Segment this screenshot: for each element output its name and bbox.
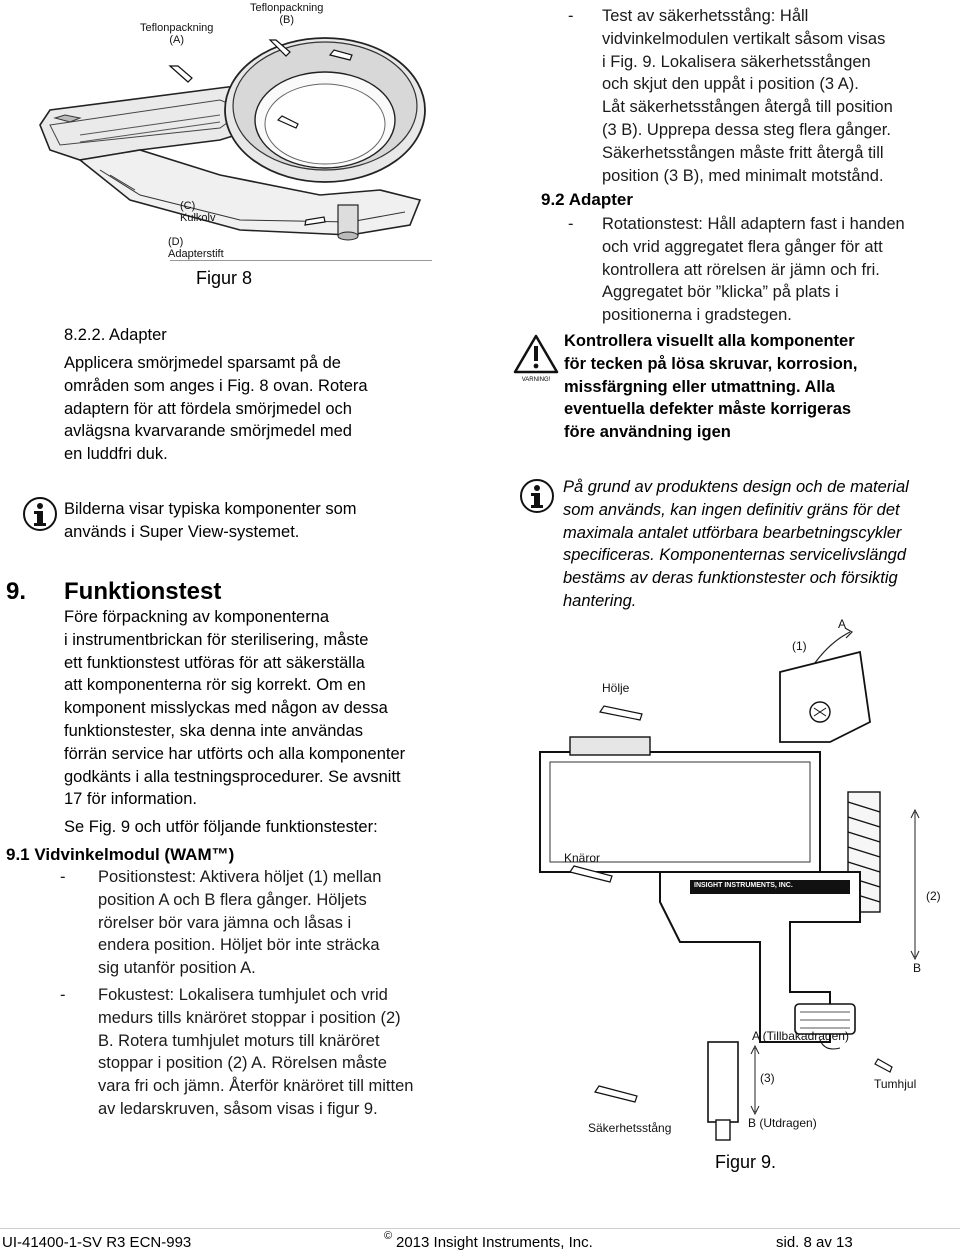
footer-doc-id: UI-41400-1-SV R3 ECN-993 — [2, 1234, 192, 1251]
label-teflon-a: Teflonpackning (A) — [140, 22, 214, 46]
warning-text: Kontrollera visuellt alla komponenter för tecken på lösa skruvar, korrosion, missfärgning eller utmattning. Alla eventuella defekter måste korrigeras före användning igen — [564, 332, 858, 442]
figure-9 — [530, 612, 950, 1142]
label-2: (2) — [926, 889, 941, 903]
section-9-body: Före förpackning av komponenterna i instrumentbrickan för sterilisering, måste ett funktionstest utföras för att säkerställa att komponenterna rör sig korrekt. Om en komponent misslyckas med någon av dessa funktionstester, ska denna inte användas förrän service har utförts och alla komponenter godkänts i alla testningsprocedurer. Se avsnitt 17 för information. — [64, 608, 406, 809]
label-brand: INSIGHT INSTRUMENTS, INC. — [694, 882, 793, 889]
figure-8 — [20, 0, 440, 262]
warning-icon-label: VARNING! — [521, 377, 551, 383]
label-knaror: Knäror — [564, 851, 601, 865]
label-tumhjul: Tumhjul — [874, 1077, 917, 1091]
footer-copyright-symbol: © — [384, 1230, 393, 1242]
figure-9-caption: Figur 9. — [715, 1152, 777, 1172]
info-note-2: På grund av produktens design och de material som används, kan ingen definitiv gräns för det maximala antalet utförbara bearbetningscykler specificeras. Komponenternas servicelivslängd bestäms av deras funktionstester och försiktig hantering. — [563, 478, 909, 610]
label-tillbakadragen: A (Tillbakadragen) — [752, 1029, 849, 1043]
section-9-number: 9. — [6, 578, 27, 605]
label-3: (3) — [760, 1071, 775, 1085]
label-kulkolv: (C) Kulkolv — [180, 200, 216, 224]
warning-icon — [513, 334, 559, 382]
section-92-heading: 9.2 Adapter — [541, 190, 633, 209]
figure-8-drawing — [20, 0, 440, 262]
section-9-title: Funktionstest — [64, 578, 222, 605]
info-icon — [22, 496, 58, 532]
label-sakerhetsstang: Säkerhetsstång — [588, 1121, 672, 1135]
section-9-see-fig: Se Fig. 9 och utför följande funktionstester: — [64, 818, 378, 836]
label-adapterstift: (D) Adapterstift — [168, 236, 224, 260]
footer-copyright: 2013 Insight Instruments, Inc. — [396, 1234, 593, 1251]
info-icon-2 — [519, 478, 555, 514]
label-a-top: A — [838, 617, 847, 631]
footer-rule — [0, 1228, 960, 1229]
label-teflon-b: Teflonpackning (B) — [250, 2, 324, 26]
section-91-heading: 9.1 Vidvinkelmodul (WAM™) — [6, 845, 235, 864]
label-1: (1) — [792, 639, 807, 653]
figure-8-caption: Figur 8 — [196, 268, 253, 288]
label-holje: Hölje — [602, 681, 630, 695]
section-822-heading: 8.2.2. Adapter — [64, 326, 167, 344]
footer-page-number: sid. 8 av 13 — [776, 1234, 853, 1251]
label-b: B — [913, 961, 922, 975]
figure-8-rule — [170, 260, 432, 261]
info-note-1: Bilderna visar typiska komponenter som används i Super View-systemet. — [64, 500, 357, 541]
label-utdragen: B (Utdragen) — [748, 1116, 817, 1130]
section-822-body: Applicera smörjmedel sparsamt på de områden som anges i Fig. 8 ovan. Rotera adaptern för att fördela smörjmedel och avlägsna kvarvarande smörjmedel med en luddfri duk. — [64, 354, 368, 464]
figure-9-drawing — [530, 612, 950, 1142]
